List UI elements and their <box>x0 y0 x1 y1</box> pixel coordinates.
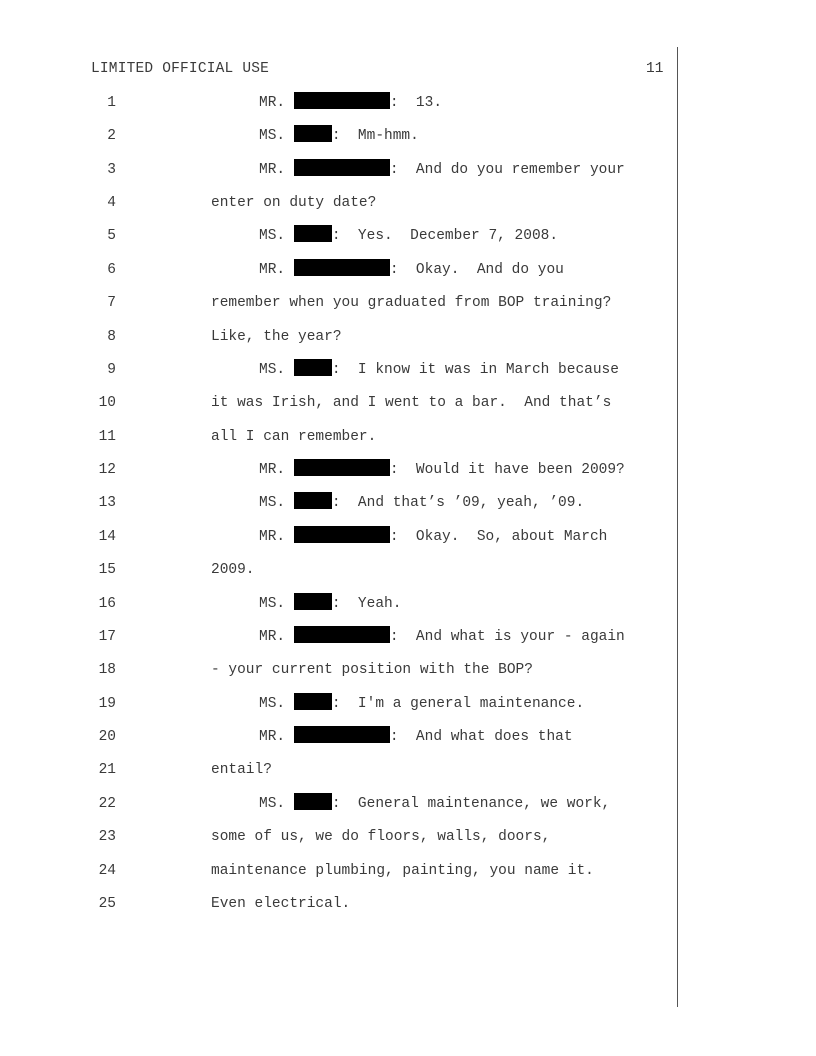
line-text: : 13. <box>389 95 443 111</box>
line-text: remember when you graduated from BOP training? <box>211 295 612 312</box>
line-number: 11 <box>98 428 116 445</box>
line-content <box>211 826 550 848</box>
transcript-line <box>0 326 816 348</box>
redaction-box <box>294 359 332 376</box>
speaker-title: MS. <box>259 128 286 145</box>
line-content <box>259 459 625 481</box>
line-text: enter on duty date? <box>211 195 377 212</box>
redaction-box <box>294 259 390 276</box>
transcript-line <box>0 559 816 581</box>
redaction-box <box>294 125 332 142</box>
line-content <box>211 860 594 882</box>
line-text: : Yes. December 7, 2008. <box>331 228 559 245</box>
transcript-line <box>0 392 816 414</box>
line-text: : Yeah. <box>331 595 402 612</box>
line-number: 22 <box>98 795 116 812</box>
transcript-line <box>0 225 816 247</box>
line-text: : General maintenance, we work, <box>331 795 611 812</box>
line-text: Even electrical. <box>211 895 351 912</box>
transcript-line <box>0 292 816 314</box>
line-content <box>211 326 342 348</box>
transcript-line <box>0 793 816 815</box>
speaker-title: MS. <box>259 595 286 612</box>
classification-header: LIMITED OFFICIAL USE <box>91 61 270 77</box>
transcript-line <box>0 192 816 214</box>
redaction-box <box>294 492 332 509</box>
line-content <box>211 759 272 781</box>
line-number: 13 <box>98 495 116 512</box>
line-number: 3 <box>107 161 116 178</box>
transcript-line <box>0 860 816 882</box>
line-number: 19 <box>98 695 116 712</box>
line-content <box>259 225 558 247</box>
line-text: it was Irish, and I went to a bar. And that’s <box>211 395 612 412</box>
transcript-line <box>0 159 816 181</box>
line-number: 18 <box>98 662 116 679</box>
line-number: 21 <box>98 762 116 779</box>
line-content <box>211 893 350 915</box>
transcript-line <box>0 893 816 915</box>
speaker-title: MS. <box>259 795 286 812</box>
line-text: some of us, we do floors, walls, doors, <box>211 829 551 846</box>
line-number: 23 <box>98 829 116 846</box>
line-content <box>211 559 255 581</box>
speaker-title: MR. <box>259 628 286 645</box>
redaction-box <box>294 526 390 543</box>
line-text: : And do you remember your <box>389 161 625 178</box>
line-number: 2 <box>107 128 116 145</box>
speaker-title: MR. <box>259 729 286 746</box>
line-content <box>259 526 607 548</box>
line-content <box>259 492 584 514</box>
line-number: 9 <box>107 361 116 378</box>
transcript-line <box>0 659 816 681</box>
line-number: 8 <box>107 328 116 345</box>
line-number: 14 <box>98 528 116 545</box>
speaker-title: MS. <box>259 228 286 245</box>
transcript-line <box>0 492 816 514</box>
transcript-line <box>0 526 816 548</box>
redaction-box <box>294 793 332 810</box>
line-content <box>259 92 442 114</box>
line-text: : Would it have been 2009? <box>389 462 625 479</box>
redaction-box <box>294 626 390 643</box>
line-number: 15 <box>98 562 116 579</box>
line-content <box>259 259 564 281</box>
line-content <box>259 726 573 748</box>
line-number: 4 <box>107 195 116 212</box>
line-text: maintenance plumbing, painting, you name it. <box>211 862 594 879</box>
line-text: : I'm a general maintenance. <box>331 695 585 712</box>
line-text: entail? <box>211 762 272 779</box>
redaction-box <box>294 593 332 610</box>
line-content <box>211 392 611 414</box>
line-number: 20 <box>98 729 116 746</box>
transcript-line <box>0 626 816 648</box>
transcript-line <box>0 726 816 748</box>
line-number: 10 <box>98 395 116 412</box>
redaction-box <box>294 225 332 242</box>
line-text: : I know it was in March because <box>331 361 619 378</box>
line-content <box>211 426 376 448</box>
line-number: 17 <box>98 628 116 645</box>
transcript-line <box>0 693 816 715</box>
redaction-box <box>294 693 332 710</box>
transcript-line <box>0 426 816 448</box>
transcript-line <box>0 826 816 848</box>
redaction-box <box>294 459 390 476</box>
line-content <box>259 793 610 815</box>
line-content <box>259 626 625 648</box>
transcript-line <box>0 459 816 481</box>
redaction-box <box>294 726 390 743</box>
speaker-title: MR. <box>259 161 286 178</box>
redaction-box <box>294 92 390 109</box>
redaction-box <box>294 159 390 176</box>
speaker-title: MR. <box>259 261 286 278</box>
transcript-line <box>0 125 816 147</box>
speaker-title: MR. <box>259 95 286 111</box>
transcript-line <box>0 259 816 281</box>
line-number: 25 <box>98 895 116 912</box>
line-number: 24 <box>98 862 116 879</box>
line-number: 7 <box>107 295 116 312</box>
line-text: all I can remember. <box>211 428 377 445</box>
line-text: : Okay. And do you <box>389 261 564 278</box>
transcript-line <box>0 92 816 114</box>
transcript-line <box>0 359 816 381</box>
speaker-title: MS. <box>259 695 286 712</box>
line-text: - your current position with the BOP? <box>211 662 533 679</box>
line-content <box>211 192 376 214</box>
line-text: : And that’s ’09, yeah, ’09. <box>331 495 585 512</box>
speaker-title: MR. <box>259 528 286 545</box>
line-content <box>259 359 619 381</box>
line-number: 6 <box>107 261 116 278</box>
line-content <box>211 292 611 314</box>
transcript-line <box>0 759 816 781</box>
line-text: : And what is your - again <box>389 628 625 645</box>
line-content <box>259 159 625 181</box>
line-number: 16 <box>98 595 116 612</box>
transcript-line <box>0 593 816 615</box>
line-content <box>259 593 401 615</box>
line-text: 2009. <box>211 562 255 579</box>
line-content <box>259 693 584 715</box>
line-text: : And what does that <box>389 729 573 746</box>
line-text: : Mm-hmm. <box>331 128 419 145</box>
line-text: : Okay. So, about March <box>389 528 608 545</box>
line-content <box>259 125 419 147</box>
line-number: 1 <box>107 95 116 111</box>
line-number: 5 <box>107 228 116 245</box>
page-number: 11 <box>646 61 664 77</box>
speaker-title: MS. <box>259 495 286 512</box>
line-number: 12 <box>98 462 116 479</box>
speaker-title: MR. <box>259 462 286 479</box>
line-text: Like, the year? <box>211 328 342 345</box>
line-content <box>211 659 533 681</box>
speaker-title: MS. <box>259 361 286 378</box>
